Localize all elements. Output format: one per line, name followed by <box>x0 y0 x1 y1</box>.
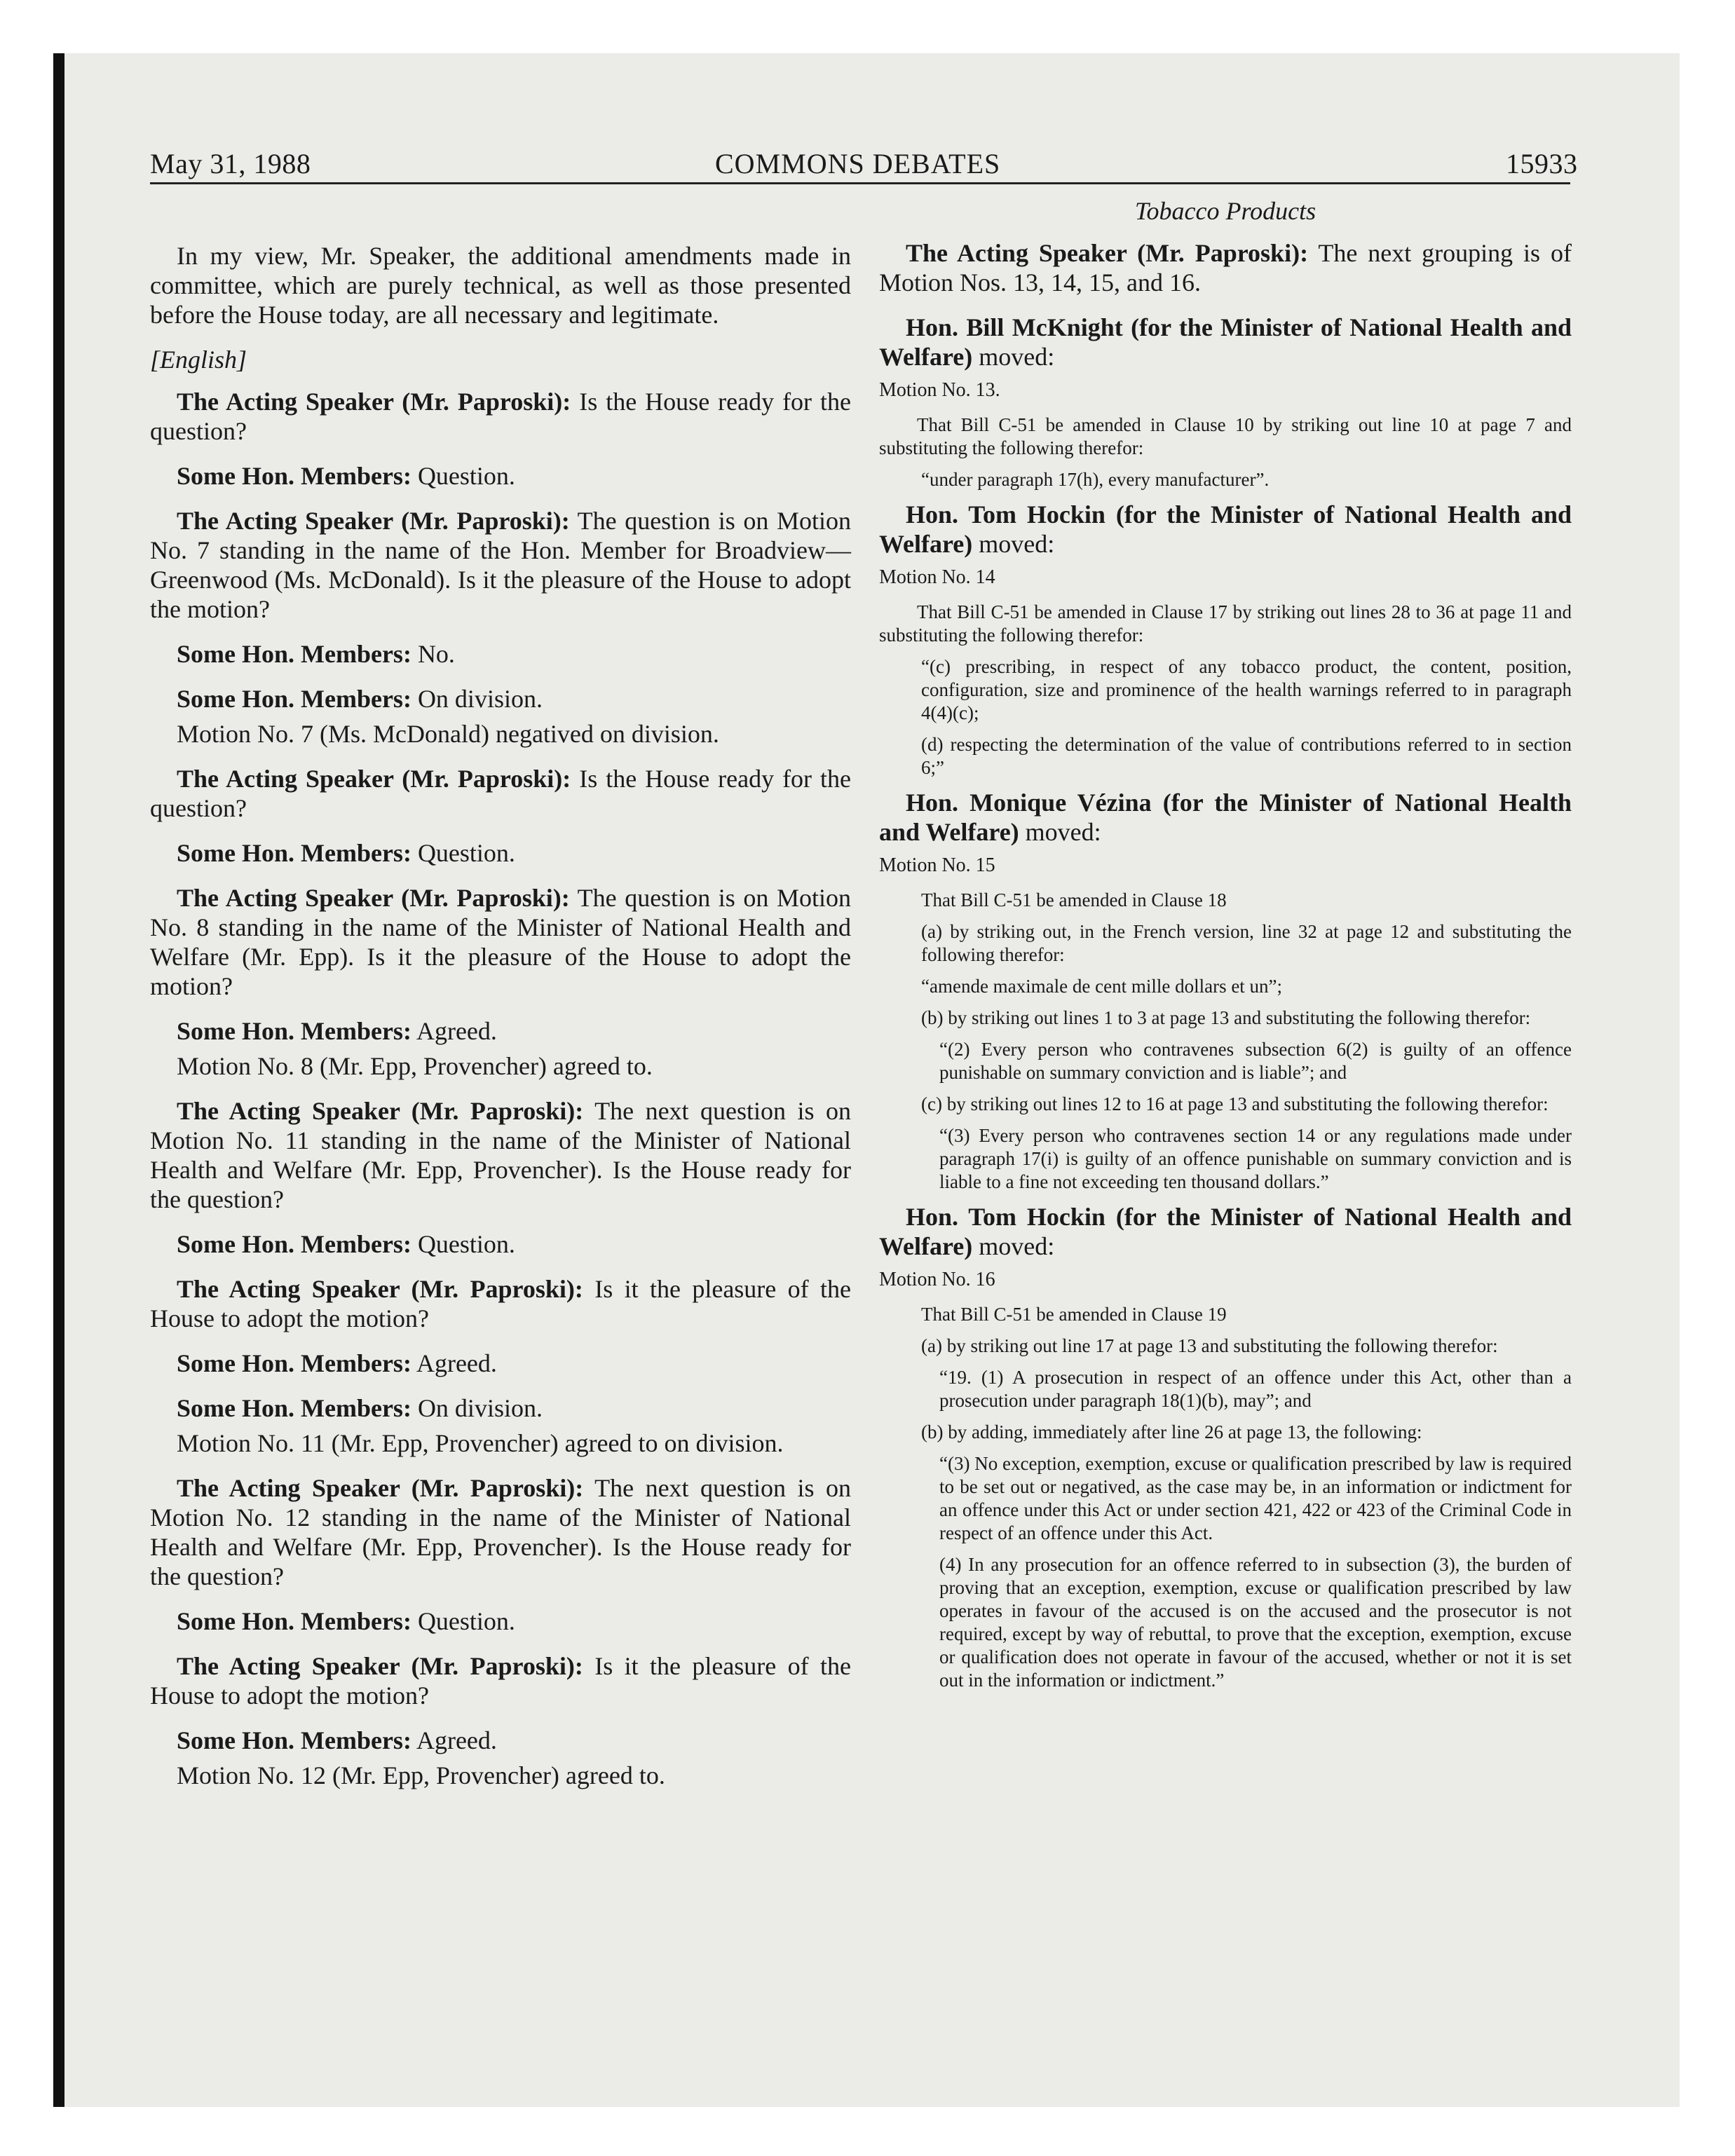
motion-text: That Bill C-51 be amended in Clause 18 <box>921 889 1227 910</box>
members-text: Question. <box>417 1607 515 1635</box>
speaker-statement <box>879 238 1572 297</box>
speaker-text: The next question is on Motion No. 11 standing in the name of the Minister of National Health and Welfare (Mr. Epp, Provencher). Is the House ready for the question? <box>150 1097 852 1213</box>
motion-mover <box>879 788 1572 847</box>
speaker-statement <box>150 1473 851 1591</box>
motion-mover <box>879 1202 1572 1261</box>
motion-number: Motion No. 15 <box>879 854 995 876</box>
speaker-statement <box>150 1274 851 1333</box>
motion-text: “(2) Every person who contravenes subsection 6(2) is guilty of an offence punishable on summary conviction and is liable”; and <box>939 1039 1572 1083</box>
speaker-text: The question is on Motion No. 8 standing in the name of the Minister of National Health and Welfare (Mr. Epp). Is it the pleasure of the House to adopt the motion? <box>150 884 851 1000</box>
speaker-statement <box>150 1096 851 1214</box>
motion-mover <box>879 500 1572 559</box>
header-date: May 31, 1988 <box>150 148 311 179</box>
speaker-text: Is the House ready for the question? <box>150 388 851 445</box>
motion-text: “under paragraph 17(h), every manufacturer”. <box>921 469 1270 490</box>
motion-number: Motion No. 13. <box>879 379 1000 401</box>
members-text: Question. <box>417 1230 515 1258</box>
language-note: [English] <box>150 346 247 374</box>
members-response <box>150 639 851 669</box>
header-rule <box>150 182 1570 184</box>
speaker-label: The Acting Speaker (Mr. Paproski): <box>177 884 570 912</box>
mover-name: Hon. Monique Vézina (for the Minister of National Health and Welfare) <box>879 789 1572 846</box>
speaker-label: The Acting Speaker (Mr. Paproski): <box>177 1275 583 1303</box>
mover-name: Hon. Bill McKnight (for the Minister of National Health and Welfare) <box>879 313 1572 371</box>
members-response <box>150 461 851 491</box>
motion-result: Motion No. 7 (Ms. McDonald) negatived on division. <box>177 720 719 748</box>
motion-text: “(3) Every person who contravenes section 14 or any regulations made under paragraph 17(i) is guilty of an offence punishable on summary conviction and is liable to a fine not exceeding ten thousand dollars.” <box>939 1125 1572 1192</box>
speaker-text: The next grouping is of Motion Nos. 13, 14, 15, and 16. <box>879 239 1572 296</box>
members-response <box>150 1606 851 1636</box>
motion-result: Motion No. 12 (Mr. Epp, Provencher) agreed to. <box>177 1761 665 1789</box>
section-title: Tobacco Products <box>1134 197 1316 225</box>
right-column <box>879 196 1572 1700</box>
members-text: Agreed. <box>416 1349 497 1377</box>
speaker-text: The question is on Motion No. 7 standing in the name of the Hon. Member for Broadview—Greenwood (Ms. McDonald). Is it the pleasure of the House to adopt the motion? <box>150 507 851 623</box>
motion-text: (a) by striking out line 17 at page 13 and substituting the following therefor: <box>921 1335 1498 1356</box>
motion-text: (b) by adding, immediately after line 26 at page 13, the following: <box>921 1421 1422 1442</box>
members-label: Some Hon. Members: <box>177 1726 411 1754</box>
speaker-text: Is it the pleasure of the House to adopt the motion? <box>150 1652 851 1710</box>
moved-label: moved: <box>1025 818 1101 846</box>
speaker-statement <box>150 1651 851 1710</box>
mover-name: Hon. Tom Hockin (for the Minister of National Health and Welfare) <box>879 1203 1572 1260</box>
motion-text: “(c) prescribing, in respect of any tobacco product, the content, position, configuration, size and prominence of the health warnings referred to in paragraph 4(4)(c); <box>921 656 1572 723</box>
speaker-text: Is it the pleasure of the House to adopt the motion? <box>150 1275 851 1332</box>
members-label: Some Hon. Members: <box>177 462 411 490</box>
members-text: On division. <box>417 685 543 713</box>
members-text: Question. <box>417 839 515 867</box>
speaker-label: The Acting Speaker (Mr. Paproski): <box>177 1097 584 1125</box>
members-response <box>150 838 851 868</box>
header-title: COMMONS DEBATES <box>715 148 1001 179</box>
motion-text: (d) respecting the determination of the value of contributions referred to in section 6;” <box>921 734 1572 778</box>
moved-label: moved: <box>979 343 1055 371</box>
speaker-label: The Acting Speaker (Mr. Paproski): <box>906 239 1309 267</box>
motion-result: Motion No. 11 (Mr. Epp, Provencher) agreed to on division. <box>177 1429 784 1457</box>
members-text: No. <box>417 640 455 668</box>
members-response <box>150 1016 851 1046</box>
motion-number: Motion No. 16 <box>879 1269 995 1290</box>
speaker-label: The Acting Speaker (Mr. Paproski): <box>177 1652 583 1680</box>
motion-text: “amende maximale de cent mille dollars et un”; <box>921 976 1283 997</box>
members-response <box>150 1393 851 1423</box>
motion-text: That Bill C-51 be amended in Clause 17 by striking out lines 28 to 36 at page 11 and substituting the following therefor: <box>879 601 1572 646</box>
members-label: Some Hon. Members: <box>177 1230 411 1258</box>
motion-text: “19. (1) A prosecution in respect of an offence under this Act, other than a prosecution under paragraph 18(1)(b), may”; and <box>939 1367 1572 1411</box>
motion-text: (c) by striking out lines 12 to 16 at page 13 and substituting the following therefor: <box>921 1093 1549 1114</box>
speaker-statement <box>150 764 851 823</box>
members-label: Some Hon. Members: <box>177 1394 411 1422</box>
members-response <box>150 684 851 714</box>
members-label: Some Hon. Members: <box>177 685 411 713</box>
speaker-label: The Acting Speaker (Mr. Paproski): <box>177 507 570 535</box>
speaker-text: The next question is on Motion No. 12 standing in the name of the Minister of National Health and Welfare (Mr. Epp, Provencher). Is the House ready for the question? <box>150 1474 852 1590</box>
speaker-label: The Acting Speaker (Mr. Paproski): <box>177 388 571 416</box>
members-response <box>150 1726 851 1755</box>
members-text: Agreed. <box>416 1726 497 1754</box>
members-text: On division. <box>417 1394 543 1422</box>
members-text: Agreed. <box>416 1017 497 1045</box>
moved-label: moved: <box>979 530 1055 558</box>
members-response <box>150 1229 851 1259</box>
speaker-statement <box>150 506 851 624</box>
mover-name: Hon. Tom Hockin (for the Minister of National Health and Welfare) <box>879 500 1572 558</box>
motion-result: Motion No. 8 (Mr. Epp, Provencher) agreed to. <box>177 1052 653 1080</box>
header-page-number: 15933 <box>1506 148 1578 179</box>
moved-label: moved: <box>979 1232 1055 1260</box>
left-column <box>150 196 851 1806</box>
speaker-text: Is the House ready for the question? <box>150 765 851 822</box>
motion-text: (a) by striking out, in the French version, line 32 at page 12 and substituting the following therefor: <box>921 921 1572 965</box>
scan-edge-bar <box>53 53 64 2107</box>
motion-text: That Bill C-51 be amended in Clause 19 <box>921 1304 1227 1325</box>
members-label: Some Hon. Members: <box>177 839 411 867</box>
members-label: Some Hon. Members: <box>177 1349 411 1377</box>
intro-paragraph: In my view, Mr. Speaker, the additional amendments made in committee, which are purely technical, as well as those presented before the House today, are all necessary and legitimate. <box>150 242 851 329</box>
motion-mover <box>879 313 1572 371</box>
motion-number: Motion No. 14 <box>879 566 995 588</box>
motion-text: (4) In any prosecution for an offence referred to in subsection (3), the burden of proving that an exception, exemption, excuse or qualification prescribed by law operates in favour of the accused is on the accused and the prosecutor is not required, except by way of rebuttal, to prove that the exception, exemption, excuse or qualification does not operate in favour of the accused, whether or not it is set out in the information or indictment.” <box>939 1554 1572 1691</box>
motion-text: (b) by striking out lines 1 to 3 at page 13 and substituting the following therefor: <box>921 1007 1531 1028</box>
motion-text: “(3) No exception, exemption, excuse or qualification prescribed by law is required to be set out or negatived, as the case may be, in an information or indictment for an offence under this Act or under section 421, 422 or 423 of the Criminal Code in respect of an offence under this Act. <box>939 1453 1572 1543</box>
speaker-statement <box>150 883 851 1001</box>
motion-text: That Bill C-51 be amended in Clause 10 by striking out line 10 at page 7 and substituting the following therefor: <box>879 414 1572 458</box>
members-label: Some Hon. Members: <box>177 640 411 668</box>
members-text: Question. <box>417 462 515 490</box>
speaker-label: The Acting Speaker (Mr. Paproski): <box>177 1474 584 1502</box>
members-response <box>150 1349 851 1378</box>
members-label: Some Hon. Members: <box>177 1607 411 1635</box>
speaker-label: The Acting Speaker (Mr. Paproski): <box>177 765 571 793</box>
speaker-statement <box>150 387 851 446</box>
members-label: Some Hon. Members: <box>177 1017 411 1045</box>
